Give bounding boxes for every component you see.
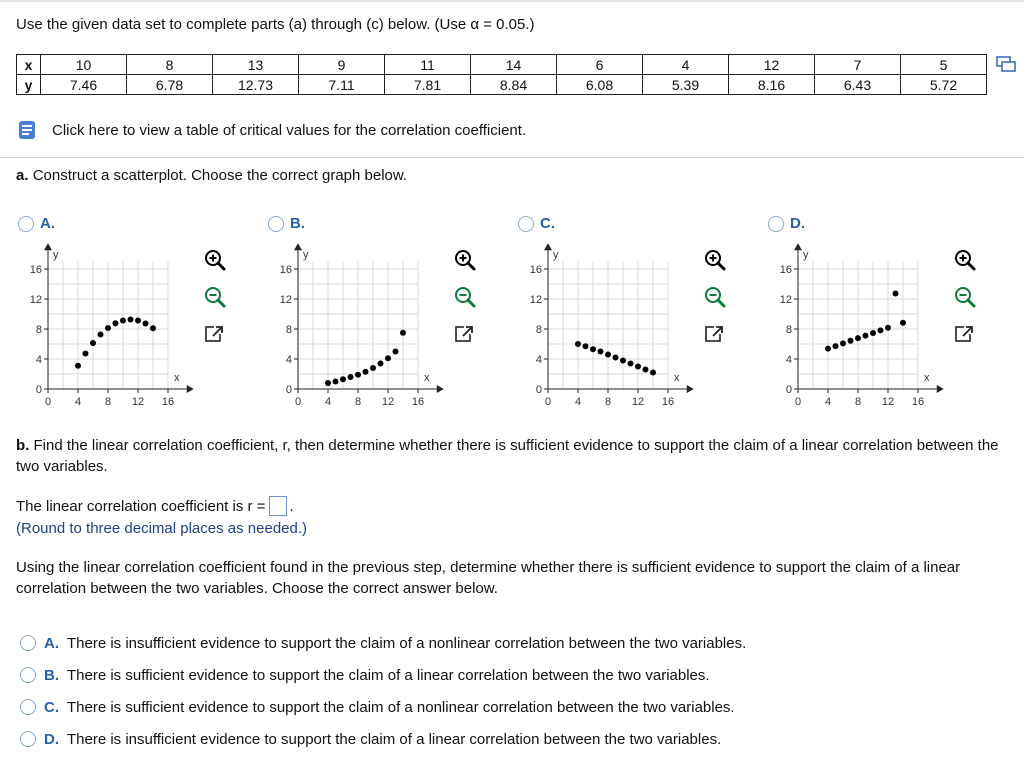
y-tick-label: 0 <box>535 384 542 396</box>
y-tick-label: 16 <box>779 264 792 276</box>
zoom-out-icon[interactable] <box>203 285 227 309</box>
x-tick-label: 0 <box>544 396 552 408</box>
data-point <box>848 338 854 344</box>
y-axis-arrow <box>544 243 552 250</box>
data-point <box>143 320 149 326</box>
table-cell: 8 <box>127 55 213 75</box>
popout-icon[interactable] <box>203 322 227 346</box>
part-b-label: b. <box>16 437 30 454</box>
r-suffix: . <box>289 497 294 515</box>
y-tick-label: 8 <box>285 324 292 336</box>
data-point <box>128 317 134 323</box>
y-tick-label: 4 <box>285 354 292 366</box>
y-tick-label: 12 <box>779 294 792 306</box>
answer-text: There is insufficient evidence to support the claim of a nonlinear correlation between the two variables. <box>67 634 747 652</box>
zoom-in-icon[interactable] <box>203 248 227 272</box>
data-point <box>370 365 376 371</box>
critical-values-link[interactable] <box>16 119 526 141</box>
copy-data-icon[interactable] <box>996 56 1016 72</box>
y-tick-label: 12 <box>529 294 542 306</box>
x-tick-label: 16 <box>661 396 675 408</box>
zoom-out-icon[interactable] <box>703 285 727 309</box>
x-tick-label: 8 <box>854 396 862 408</box>
data-point <box>135 318 141 324</box>
data-point <box>825 346 831 352</box>
part-a-prompt <box>16 167 407 184</box>
table-cell: 10 <box>41 55 127 75</box>
x-axis-label: x <box>174 372 180 384</box>
data-point <box>355 372 361 378</box>
data-point <box>620 358 626 364</box>
data-point <box>90 340 96 346</box>
answer-option-a[interactable] <box>20 627 746 659</box>
data-point <box>833 343 839 349</box>
option-letter: D. <box>790 215 805 232</box>
x-tick-label: 4 <box>74 396 82 408</box>
answer-letter: A. <box>44 634 59 652</box>
x-tick-label: 12 <box>881 396 895 408</box>
table-cell: 5.72 <box>901 75 987 95</box>
data-point <box>863 333 869 339</box>
data-point <box>650 370 656 376</box>
radio-button[interactable] <box>20 731 36 747</box>
zoom-tools-d <box>953 248 977 346</box>
zoom-in-icon[interactable] <box>703 248 727 272</box>
table-cell: 8.84 <box>471 75 557 95</box>
data-point <box>325 380 331 386</box>
using-correlation-text: Using the linear correlation coefficient found in the previous step, determine whether there is sufficient evidence to support the claim of a linear correlation between the two variables. Choose the correct answer below. <box>16 559 961 597</box>
data-point <box>363 369 369 375</box>
data-point <box>613 355 619 361</box>
table-cell: 7.11 <box>299 75 385 95</box>
data-table <box>16 54 987 95</box>
y-axis-label: y <box>303 248 309 261</box>
zoom-in-icon[interactable] <box>453 248 477 272</box>
x-tick-label: 8 <box>604 396 612 408</box>
zoom-in-icon[interactable] <box>953 248 977 272</box>
top-border <box>0 0 1024 2</box>
zoom-out-icon[interactable] <box>453 285 477 309</box>
table-row-x <box>17 55 987 75</box>
answer-letter: C. <box>44 698 59 716</box>
table-cell: 5 <box>901 55 987 75</box>
data-point <box>348 374 354 380</box>
option-letter: A. <box>40 215 55 232</box>
data-point <box>150 325 156 331</box>
y-tick-label: 8 <box>535 324 542 336</box>
data-point <box>878 327 884 333</box>
x-tick-label: 0 <box>794 396 802 408</box>
row-label-x: x <box>17 55 41 75</box>
data-point <box>333 379 339 385</box>
scatterplot-b <box>268 239 468 429</box>
y-tick-label: 8 <box>35 324 42 336</box>
data-point <box>870 330 876 336</box>
x-axis-arrow <box>187 385 194 393</box>
table-cell: 7.46 <box>41 75 127 95</box>
part-b-text: Find the linear correlation coefficient, r, then determine whether there is sufficient evidence to support the claim of a linear correlation between the two variables. <box>16 437 999 475</box>
y-axis-arrow <box>794 243 802 250</box>
r-prompt: The linear correlation coefficient is r = <box>16 497 266 515</box>
answer-letter: D. <box>44 730 59 748</box>
data-point <box>605 352 611 358</box>
x-tick-label: 8 <box>104 396 112 408</box>
y-tick-label: 16 <box>29 264 42 276</box>
table-cell: 8.16 <box>729 75 815 95</box>
part-a-label: a. <box>16 167 29 184</box>
data-point <box>893 291 899 297</box>
y-axis-label: y <box>553 248 559 261</box>
x-tick-label: 4 <box>324 396 332 408</box>
data-point <box>635 364 641 370</box>
table-cell: 6.78 <box>127 75 213 95</box>
part-b-prompt <box>16 435 1016 477</box>
zoom-out-icon[interactable] <box>953 285 977 309</box>
data-point <box>393 349 399 355</box>
x-tick-label: 12 <box>381 396 395 408</box>
y-tick-label: 0 <box>785 384 792 396</box>
option-letter: B. <box>290 215 305 232</box>
row-label-y: y <box>17 75 41 95</box>
x-axis-label: x <box>424 372 430 384</box>
data-point <box>385 355 391 361</box>
table-cell: 13 <box>213 55 299 75</box>
x-axis-arrow <box>937 385 944 393</box>
data-point <box>378 361 384 367</box>
table-cell: 6.43 <box>815 75 901 95</box>
y-axis-arrow <box>44 243 52 250</box>
radio-button[interactable] <box>768 216 784 232</box>
answer-choices <box>20 627 746 755</box>
table-row-y <box>17 75 987 95</box>
data-point <box>643 367 649 373</box>
zoom-tools-a <box>203 248 227 346</box>
radio-button[interactable] <box>20 667 36 683</box>
table-cell: 14 <box>471 55 557 75</box>
table-cell: 4 <box>643 55 729 75</box>
radio-button[interactable] <box>518 216 534 232</box>
part-a-text: Construct a scatterplot. Choose the correct graph below. <box>32 167 408 184</box>
option-letter: C. <box>540 215 555 232</box>
y-tick-label: 0 <box>285 384 292 396</box>
y-axis-label: y <box>53 248 59 261</box>
answer-option-c[interactable] <box>20 691 746 723</box>
y-axis-label: y <box>803 248 809 261</box>
x-axis-arrow <box>437 385 444 393</box>
instruction-text: Use the given data set to complete parts (a) through (c) below. (Use α = 0.05.) <box>16 16 535 33</box>
x-axis-label: x <box>674 372 680 384</box>
data-point <box>855 335 861 341</box>
popout-icon[interactable] <box>703 322 727 346</box>
data-point <box>628 361 634 367</box>
data-point <box>75 363 81 369</box>
answer-option-b[interactable] <box>20 659 746 691</box>
data-point <box>583 343 589 349</box>
x-tick-label: 16 <box>161 396 175 408</box>
x-tick-label: 12 <box>131 396 145 408</box>
y-tick-label: 8 <box>785 324 792 336</box>
x-tick-label: 8 <box>354 396 362 408</box>
data-point <box>575 341 581 347</box>
y-tick-label: 12 <box>29 294 42 306</box>
x-axis-label: x <box>924 372 930 384</box>
radio-button[interactable] <box>18 216 34 232</box>
data-point <box>590 346 596 352</box>
critical-values-link-text: Click here to view a table of critical values for the correlation coefficient. <box>52 121 527 139</box>
answer-text: There is insufficient evidence to support the claim of a linear correlation between the two variables. <box>67 730 722 748</box>
data-point <box>113 320 119 326</box>
data-point <box>340 376 346 382</box>
zoom-tools-c <box>703 248 727 346</box>
x-tick-label: 4 <box>824 396 832 408</box>
y-tick-label: 4 <box>785 354 792 366</box>
x-tick-label: 12 <box>631 396 645 408</box>
table-cell: 5.39 <box>643 75 729 95</box>
popout-icon[interactable] <box>953 322 977 346</box>
data-point <box>400 330 406 336</box>
data-point <box>598 349 604 355</box>
answer-letter: B. <box>44 666 59 684</box>
table-cell: 6.08 <box>557 75 643 95</box>
table-cell: 6 <box>557 55 643 75</box>
table-cell: 11 <box>385 55 471 75</box>
section-divider <box>0 157 1024 158</box>
answer-text: There is sufficient evidence to support the claim of a nonlinear correlation between the two variables. <box>67 698 735 716</box>
x-tick-label: 16 <box>911 396 925 408</box>
y-tick-label: 12 <box>279 294 292 306</box>
x-tick-label: 0 <box>294 396 302 408</box>
data-point <box>105 325 111 331</box>
data-point <box>120 317 126 323</box>
y-tick-label: 4 <box>35 354 42 366</box>
y-tick-label: 16 <box>529 264 542 276</box>
table-cell: 7.81 <box>385 75 471 95</box>
document-icon <box>16 119 38 141</box>
popout-icon[interactable] <box>453 322 477 346</box>
table-cell: 12 <box>729 55 815 75</box>
x-axis-arrow <box>687 385 694 393</box>
x-tick-label: 4 <box>574 396 582 408</box>
table-cell: 12.73 <box>213 75 299 95</box>
data-point <box>900 320 906 326</box>
data-point <box>83 350 89 356</box>
x-tick-label: 0 <box>44 396 52 408</box>
r-answer-line <box>16 496 294 516</box>
y-tick-label: 0 <box>35 384 42 396</box>
y-tick-label: 16 <box>279 264 292 276</box>
radio-button[interactable] <box>20 699 36 715</box>
table-cell: 7 <box>815 55 901 75</box>
r-answer-input[interactable] <box>269 496 287 516</box>
scatterplot-c <box>518 239 718 429</box>
scatterplot-d <box>768 239 968 429</box>
radio-button[interactable] <box>268 216 284 232</box>
data-point <box>840 340 846 346</box>
table-cell: 9 <box>299 55 385 75</box>
y-axis-arrow <box>294 243 302 250</box>
scatterplot-a <box>18 239 218 429</box>
y-tick-label: 4 <box>535 354 542 366</box>
answer-text: There is sufficient evidence to support the claim of a linear correlation between the two variables. <box>67 666 710 684</box>
data-point <box>885 325 891 331</box>
answer-option-d[interactable] <box>20 723 746 755</box>
round-note: (Round to three decimal places as needed.) <box>16 520 308 537</box>
data-point <box>98 332 104 338</box>
radio-button[interactable] <box>20 635 36 651</box>
x-tick-label: 16 <box>411 396 425 408</box>
zoom-tools-b <box>453 248 477 346</box>
